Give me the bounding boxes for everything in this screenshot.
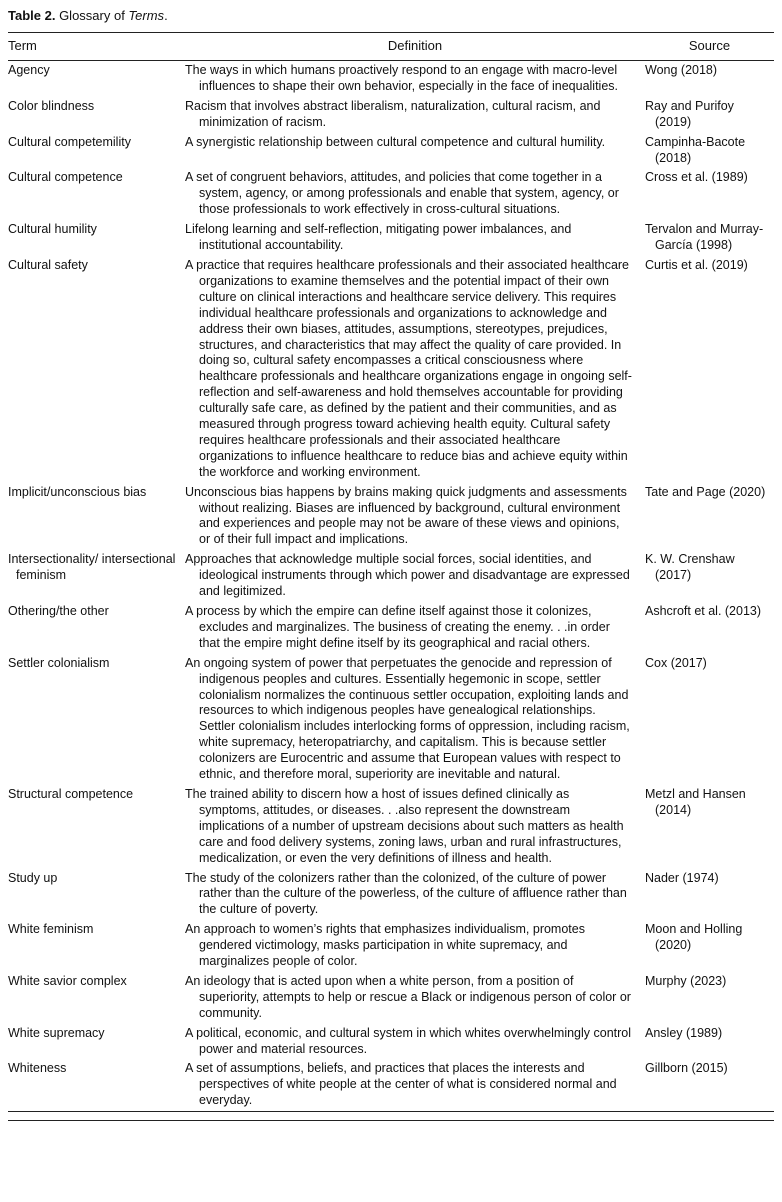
source-cell: Metzl and Hansen (2014): [645, 786, 746, 817]
term-cell: Settler colonialism: [8, 655, 110, 670]
term-cell: Agency: [8, 63, 50, 77]
source-cell: Tervalon and Murray-García (1998): [645, 222, 764, 253]
column-header-term: Term: [8, 33, 185, 61]
glossary-header: [8, 33, 774, 61]
term-cell: Color blindness: [8, 98, 95, 113]
definition-cell: The study of the colonizers rather than the colonized, of the culture of power rather than the culture of the powerless, of the culture of affluence rather than the culture of poverty.: [185, 870, 627, 917]
table-bottom-rule: [8, 1112, 774, 1121]
term-cell: Whiteness: [8, 1061, 67, 1076]
source-cell: Nader (1974): [645, 870, 719, 885]
definition-cell: Unconscious bias happens by brains making quick judgments and assessments without realizing. Biases are influenced by background, cultural environment and experiences and people may not be aware of these views and opinions, or of their full impact and implications.: [185, 484, 627, 547]
term-cell: White supremacy: [8, 1025, 105, 1040]
table-caption-text: Glossary of: [55, 8, 129, 23]
definition-cell: A process by which the empire can define itself against those it colonizes, excludes and marginalizes. The business of creating the enemy. . .in order that the empire might define itself by its geographical and racial others.: [185, 604, 610, 650]
table-row: [8, 1059, 774, 1111]
term-cell: White savior complex: [8, 973, 127, 988]
source-cell: Tate and Page (2020): [645, 484, 766, 499]
table-row: [8, 133, 774, 169]
source-cell: Gillborn (2015): [645, 1061, 728, 1076]
definition-cell: Approaches that acknowledge multiple social forces, social identities, and ideological instruments through which power and disadvantage are expressed and legitimized.: [185, 552, 630, 599]
term-cell: Cultural safety: [8, 257, 88, 272]
source-cell: Wong (2018): [645, 63, 718, 77]
table-row: [8, 920, 774, 972]
table-row: [8, 61, 774, 97]
column-header-source: Source: [645, 33, 774, 61]
column-header-definition: Definition: [185, 33, 645, 61]
term-cell: Cultural competemility: [8, 134, 131, 149]
term-cell: Structural competence: [8, 786, 134, 801]
definition-cell: A synergistic relationship between cultural competence and cultural humility.: [185, 134, 606, 149]
definition-cell: An ongoing system of power that perpetuates the genocide and repression of indigenous peoples and cultures. Essentially hegemonic in scope, settler colonialism normalizes the continuous settler occupation, exploiting lands and resources to which indigenous peoples have genealogical relationships. Settler colonialism includes interlocking forms of oppression, including racism, white supremacy, heteropatriarchy, and capitalism. This is because settler colonizers are Eurocentric and assume that European values with respect to ethnic, and therefore moral, superiority are inevitable and natural.: [185, 655, 630, 782]
term-cell: Cultural humility: [8, 222, 97, 237]
source-cell: Cox (2017): [645, 655, 707, 670]
source-cell: Ansley (1989): [645, 1025, 723, 1040]
source-cell: Campinha-Bacote (2018): [645, 134, 746, 165]
table-row: [8, 602, 774, 654]
table-row: [8, 785, 774, 869]
source-cell: Moon and Holling (2020): [645, 922, 743, 953]
table-row: [8, 483, 774, 551]
definition-cell: A practice that requires healthcare professionals and their associated healthcare organizations to examine themselves and the potential impact of their own culture on clinical interactions and healthcare service delivery. This requires individual healthcare professionals and organizations to acknowledge and address their own biases, attitudes, assumptions, stereotypes, prejudices, structures, and characteristics that may affect the quality of care provided. In doing so, cultural safety encompasses a critical consciousness where healthcare professionals and healthcare organizations engage in ongoing self-reflection and self-awareness and hold themselves accountable for providing culturally safe care, as defined by the patient and their communities, and as measured through progress toward achieving health equity. Cultural safety requires healthcare professionals and their associated healthcare organizations to influence healthcare to reduce bias and achieve equity within the workforce and working environment.: [185, 257, 632, 479]
source-cell: Murphy (2023): [645, 973, 727, 988]
definition-cell: A set of assumptions, beliefs, and practices that places the interests and perspectives of white people at the center of what is considered normal and everyday.: [185, 1061, 617, 1108]
glossary-table: [8, 32, 774, 1112]
definition-cell: The trained ability to discern how a host of issues defined clinically as symptoms, attitudes, or diseases. . .also represent the downstream implications of a number of upstream decisions about such matters as health care and food delivery systems, zoning laws, urban and rural infrastructures, medicalization, or even the very definitions of illness and health.: [185, 786, 624, 865]
table-row: [8, 168, 774, 220]
table-row: [8, 220, 774, 256]
source-cell: Ashcroft et al. (2013): [645, 604, 762, 618]
source-cell: Ray and Purifoy (2019): [645, 98, 734, 129]
table-row: [8, 97, 774, 133]
table-row: [8, 1024, 774, 1060]
definition-cell: Racism that involves abstract liberalism, naturalization, cultural racism, and minimization of racism.: [185, 98, 601, 129]
table-caption-period: .: [164, 8, 168, 23]
table-caption-label: Table 2.: [8, 8, 56, 23]
definition-cell: A set of congruent behaviors, attitudes, and policies that come together in a system, agency, or among professionals and enable that system, agency, or those professionals to work effectively in cross-cultural situations.: [185, 170, 619, 217]
table-row: [8, 972, 774, 1024]
definition-cell: The ways in which humans proactively respond to an engage with macro-level influences to shape their own behavior, especially in the face of inequalities.: [185, 63, 619, 93]
term-cell: Study up: [8, 870, 58, 885]
definition-cell: A political, economic, and cultural system in which whites overwhelmingly control power and material resources.: [185, 1025, 632, 1056]
header-row: [8, 33, 774, 61]
term-cell: Othering/the other: [8, 604, 109, 618]
definition-cell: An ideology that is acted upon when a white person, from a position of superiority, attempts to help or rescue a Black or indigenous person of color or community.: [185, 973, 631, 1020]
source-cell: Curtis et al. (2019): [645, 257, 748, 272]
table-row: [8, 256, 774, 483]
term-cell: Cultural competence: [8, 170, 123, 185]
definition-cell: An approach to women’s rights that emphasizes individualism, promotes gendered victimology, masks participation in white supremacy, and marginalizes people of color.: [185, 922, 585, 969]
source-cell: K. W. Crenshaw (2017): [645, 552, 735, 583]
term-cell: Implicit/unconscious bias: [8, 484, 147, 499]
term-cell: Intersectionality/ intersectional feminism: [8, 552, 176, 583]
definition-cell: Lifelong learning and self-reflection, mitigating power imbalances, and institutional accountability.: [185, 222, 572, 253]
table-row: [8, 654, 774, 785]
glossary-body: [8, 61, 774, 1112]
table-caption-italic: Terms: [128, 8, 165, 23]
table-row: [8, 869, 774, 921]
source-cell: Cross et al. (1989): [645, 170, 748, 185]
table-caption: [8, 8, 774, 24]
term-cell: White feminism: [8, 922, 94, 937]
table-row: [8, 550, 774, 602]
